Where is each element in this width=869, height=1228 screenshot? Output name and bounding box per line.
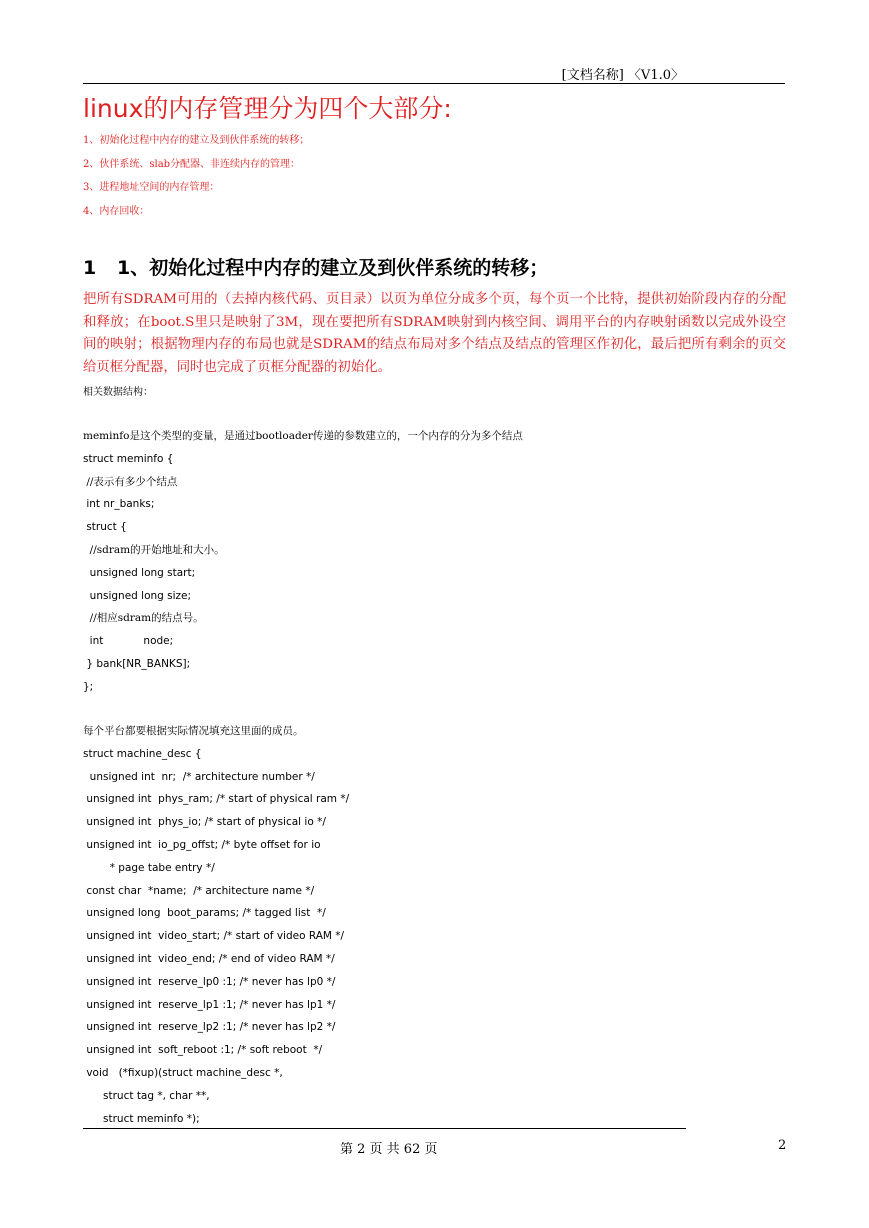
code-line: struct meminfo *); — [83, 1112, 200, 1125]
code-line: unsigned long start; — [83, 566, 196, 579]
code-line: unsigned int video_start; /* start of video RAM */ — [83, 930, 345, 943]
code-line: unsigned long size; — [83, 589, 192, 602]
code-line: const char *name; /* architecture name */ — [83, 884, 315, 897]
code-line: unsigned int reserve_lp2 :1; /* never has lp2 */ — [83, 1021, 336, 1034]
related-structures-label: 相关数据结构： — [83, 387, 153, 398]
outline-item: 2、伙伴系统、slab分配器、非连续内存的管理： — [83, 158, 301, 170]
header-divider — [83, 83, 785, 84]
outline-item: 1、初始化过程中内存的建立及到伙伴系统的转移； — [83, 135, 310, 146]
code-line: //sdram的开始地址和大小。 — [83, 543, 225, 556]
code-line: int nr_banks; — [83, 498, 155, 511]
code-line: struct { — [83, 521, 127, 534]
meminfo-code-block — [83, 425, 523, 699]
code-line: void (*fixup)(struct machine_desc *, — [83, 1066, 283, 1079]
code-line: }; — [83, 680, 94, 693]
footer-page-number: 2 — [778, 1138, 787, 1153]
code-line: //相应sdram的结点号。 — [83, 612, 204, 625]
code-line: unsigned int phys_io; /* start of physical io */ — [83, 816, 326, 829]
code-line: unsigned int soft_reboot :1; /* soft reboot */ — [83, 1044, 323, 1057]
section-heading — [83, 253, 548, 280]
outline-item: 4、内存回收： — [83, 205, 150, 217]
section-intro-paragraph: 把所有SDRAM可用的（去掉内核代码、页目录）以页为单位分成多个页，每个页一个比特，提供初始阶段内存的分配和释放；在boot.S里只是映射了3M，现在要把所有SDRAM映射到内核空间、调用平台的内存映射函数以完成外设空间的映射；根据物理内存的布局也就是SDRAM的结点布局对多个结点及结点的管理区作初化，最后把所有剩余的页交给页框分配器，同时也完成了页框分配器的初始化。 — [83, 292, 786, 375]
code-line: unsigned int video_end; /* end of video RAM */ — [83, 952, 335, 965]
code-line: unsigned int reserve_lp1 :1; /* never has lp1 */ — [83, 998, 336, 1011]
footer-page-info: 第 2 页 共 62 页 — [340, 1142, 438, 1157]
machine-desc-code-block — [83, 720, 349, 1130]
code-line: unsigned int io_pg_offst; /* byte offset for io — [83, 838, 321, 851]
section-number: 1 — [83, 257, 97, 279]
code-line: meminfo是这个类型的变量，是通过bootloader传递的参数建立的，一个内存的分为多个结点 — [83, 430, 523, 442]
code-line: int node; — [83, 635, 174, 648]
code-line: struct meminfo { — [83, 452, 174, 465]
code-line: 每个平台都要根据实际情况填充这里面的成员。 — [83, 725, 304, 737]
code-line: unsigned long boot_params; /* tagged list */ — [83, 907, 326, 920]
document-header-title: [文档名称] 〈V1.0〉 — [561, 68, 684, 83]
outline-list — [83, 132, 309, 226]
code-line: struct machine_desc { — [83, 747, 202, 760]
code-line: unsigned int nr; /* architecture number */ — [83, 770, 315, 783]
code-line: //表示有多少个结点 — [83, 475, 178, 488]
section-heading-text: 1、初始化过程中内存的建立及到伙伴系统的转移； — [117, 257, 549, 279]
code-line: struct tag *, char **, — [83, 1089, 210, 1102]
code-line: } bank[NR_BANKS]; — [83, 657, 191, 670]
code-line: unsigned int phys_ram; /* start of physical ram */ — [83, 793, 350, 806]
document-title: linux的内存管理分为四个大部分: — [83, 94, 452, 123]
code-line: unsigned int reserve_lp0 :1; /* never has lp0 */ — [83, 975, 336, 988]
outline-item: 3、进程地址空间的内存管理： — [83, 182, 220, 193]
footer-divider — [83, 1128, 686, 1129]
code-line: * page tabe entry */ — [83, 861, 215, 874]
